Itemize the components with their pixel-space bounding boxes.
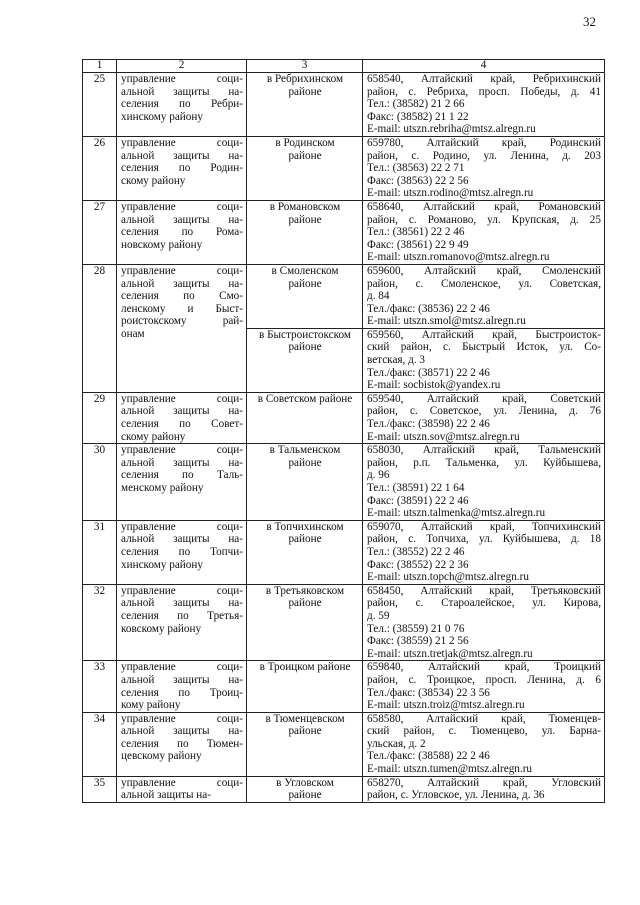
organization-line: селения по Таль- — [121, 469, 243, 482]
district-line: в Романовском — [269, 200, 341, 213]
district-name — [247, 712, 363, 776]
organization-line: селения по Ребри- — [121, 98, 243, 111]
organization-line: ковскому району — [121, 622, 202, 635]
row-number: 29 — [83, 392, 117, 443]
email-line: E-mail: utszn.rebriha@mtsz.alregn.ru — [367, 123, 536, 136]
contact-address — [363, 264, 605, 328]
row-number: 34 — [83, 712, 117, 776]
phone-line: Факс: (38591) 22 2 46 — [367, 494, 469, 507]
address-line: 658450, Алтайский край, Третьяковский — [367, 584, 601, 597]
address-line: 658030, Алтайский край, Тальменский — [367, 444, 601, 457]
address-line: д. 84 — [367, 290, 390, 303]
phone-line: Тел.: (38552) 22 2 46 — [367, 545, 465, 558]
organization-line: альной защиты на- — [121, 533, 243, 546]
table-row — [83, 584, 605, 661]
table-row — [83, 73, 605, 137]
organization-line: управление соци- — [121, 444, 243, 457]
organization-line: селения по Топчи- — [121, 545, 243, 558]
table-row — [83, 444, 605, 521]
address-line: 658580, Алтайский край, Тюменцев- — [367, 712, 601, 725]
district-line: районе — [288, 277, 322, 290]
organization-line: альной защиты на- — [121, 456, 243, 469]
contact-address — [363, 328, 605, 392]
organization-line: альной защиты на- — [121, 789, 211, 802]
organization-line: альной защиты на- — [121, 149, 243, 162]
table-row — [83, 661, 605, 712]
organization-line: управление соци- — [121, 712, 243, 725]
phone-line: Факс: (38559) 21 2 56 — [367, 635, 469, 648]
organization-line: роистокскому рай- — [121, 315, 243, 328]
organization-line: управление соци- — [121, 264, 243, 277]
email-line: E-mail: utszn.tumen@mtsz.alregn.ru — [367, 763, 533, 776]
table-row — [83, 136, 605, 200]
organization-line: альной защиты на- — [121, 277, 243, 290]
contact-address — [363, 136, 605, 200]
organization-name — [117, 712, 247, 776]
organization-line: селения по Третья- — [121, 609, 243, 622]
address-line: ский район, с. Быстрый Исток, ул. Со- — [367, 341, 601, 354]
district-line: районе — [288, 85, 322, 98]
organization-line: новскому району — [121, 238, 203, 251]
table-row — [83, 200, 605, 264]
district-line: в Третьяковском — [265, 584, 345, 597]
table-row — [83, 776, 605, 802]
organization-line: селения по Троиц- — [121, 686, 243, 699]
organization-line: скому району — [121, 430, 186, 443]
organization-line: селения по Родин- — [121, 162, 243, 175]
email-line: E-mail: utszn.tretjak@mtsz.alregn.ru — [367, 647, 533, 660]
district-line: районе — [288, 341, 322, 354]
district-name — [247, 661, 363, 712]
address-line: район, с. Романово, ул. Крупская, д. 25 — [367, 213, 601, 226]
organization-line: управление соци- — [121, 392, 243, 405]
organization-line: альной защиты на- — [121, 673, 243, 686]
address-line: район, с. Троицкое, просп. Ленина, д. 6 — [367, 673, 601, 686]
phone-line: Тел./факс: (38598) 22 2 46 — [367, 418, 490, 431]
organization-line: селения по Тюмен- — [121, 737, 243, 750]
address-line: 659560, Алтайский край, Быстроисток- — [367, 328, 601, 341]
district-line: районе — [288, 533, 322, 546]
district-line: в Смоленском — [271, 264, 339, 277]
address-line: район, с. Смоленское, ул. Советская, — [367, 277, 601, 290]
email-line: E-mail: utszn.rodino@mtsz.alregn.ru — [367, 187, 534, 200]
district-line: районе — [288, 725, 322, 738]
district-line: районе — [288, 456, 322, 469]
organization-name — [117, 264, 247, 392]
email-line: E-mail: utszn.talmenka@mtsz.alregn.ru — [367, 507, 546, 520]
address-line: район, с. Советское, ул. Ленина, д. 76 — [367, 405, 601, 418]
address-line: район, с. Угловское, ул. Ленина, д. 36 — [367, 789, 545, 802]
phone-line: Факс: (38552) 22 2 36 — [367, 558, 469, 571]
email-line: E-mail: utszn.sov@mtsz.alregn.ru — [367, 430, 520, 443]
district-name — [247, 264, 363, 328]
email-line: E-mail: utszn.romanovo@mtsz.alregn.ru — [367, 251, 550, 264]
address-line: 659070, Алтайский край, Топчихинский — [367, 520, 601, 533]
address-line: 659540, Алтайский край, Советский — [367, 392, 601, 405]
district-line: в Советском районе — [257, 392, 353, 405]
row-number: 27 — [83, 200, 117, 264]
phone-line: Факс: (38582) 21 1 22 — [367, 110, 469, 123]
district-name — [247, 392, 363, 443]
district-line: в Троицком районе — [259, 661, 351, 674]
address-line: 658640, Алтайский край, Романовский — [367, 200, 601, 213]
district-line: в Быстроистокском — [259, 328, 351, 341]
organization-name — [117, 136, 247, 200]
organization-line: альной защиты на- — [121, 597, 243, 610]
address-line: 658540, Алтайский край, Ребрихинский — [367, 73, 601, 85]
organization-name — [117, 392, 247, 443]
address-line: 659600, Алтайский край, Смоленский — [367, 264, 601, 277]
organization-line: хинскому району — [121, 558, 203, 571]
organization-name — [117, 520, 247, 584]
organization-line: альной защиты на- — [121, 405, 243, 418]
phone-line: Тел.: (38591) 22 1 64 — [367, 482, 465, 494]
address-line: район, с. Родино, ул. Ленина, д. 203 — [367, 149, 601, 162]
organization-name — [117, 200, 247, 264]
header-cell: 4 — [363, 60, 605, 73]
organization-name — [117, 444, 247, 521]
phone-line: Тел./факс: (38536) 22 2 46 — [367, 302, 490, 315]
organization-line: управление соци- — [121, 661, 243, 674]
organization-line: альной защиты на- — [121, 725, 243, 738]
table-row — [83, 712, 605, 776]
district-line: в Тальменском — [269, 444, 341, 457]
phone-line: Тел.: (38563) 22 2 71 — [367, 162, 465, 175]
organization-line: селения по Смо- — [121, 290, 243, 303]
table-row — [83, 264, 605, 328]
district-line: районе — [288, 149, 322, 162]
contact-address — [363, 584, 605, 661]
table-header-row — [83, 60, 605, 73]
contact-address — [363, 712, 605, 776]
header-cell: 1 — [83, 60, 117, 73]
district-line: районе — [288, 789, 322, 802]
district-name — [247, 584, 363, 661]
table-row — [83, 392, 605, 443]
district-line: районе — [288, 213, 322, 226]
contact-address — [363, 520, 605, 584]
organization-line: селения по Рома- — [121, 226, 243, 239]
organization-line: селения по Совет- — [121, 418, 243, 431]
contact-address — [363, 73, 605, 137]
email-line: E-mail: utszn.topch@mtsz.alregn.ru — [367, 571, 529, 584]
organization-name — [117, 73, 247, 137]
organization-line: управление соци- — [121, 136, 243, 149]
district-name — [247, 776, 363, 802]
district-name — [247, 73, 363, 137]
phone-line: Тел.: (38559) 21 0 76 — [367, 622, 465, 635]
district-line: в Угловском — [276, 776, 334, 789]
row-number: 25 — [83, 73, 117, 137]
organization-name — [117, 776, 247, 802]
page-number: 32 — [583, 14, 596, 29]
organization-line: управление соци- — [121, 776, 243, 789]
organization-line: управление соци- — [121, 200, 243, 213]
email-line: E-mail: utszn.troiz@mtsz.alregn.ru — [367, 699, 525, 712]
row-number: 28 — [83, 264, 117, 392]
organization-line: альной защиты на- — [121, 213, 243, 226]
address-line: район, р.п. Тальменка, ул. Куйбышева, — [367, 456, 601, 469]
district-name — [247, 200, 363, 264]
district-line: в Тюменцевском — [265, 712, 345, 725]
phone-line: Тел./факс: (38588) 22 2 46 — [367, 750, 490, 763]
phone-line: Тел.: (38582) 21 2 66 — [367, 98, 465, 111]
row-number: 26 — [83, 136, 117, 200]
contact-address — [363, 444, 605, 521]
organization-line: онам — [121, 327, 145, 340]
phone-line: Факс: (38563) 22 2 56 — [367, 174, 469, 187]
contact-address — [363, 392, 605, 443]
address-line: д. 96 — [367, 469, 390, 482]
organization-line: скому району — [121, 174, 186, 187]
phone-line: Тел.: (38561) 22 2 46 — [367, 226, 465, 239]
address-line: 659840, Алтайский край, Троицкий — [367, 661, 601, 674]
row-number: 30 — [83, 444, 117, 521]
organization-line: управление соци- — [121, 584, 243, 597]
organization-line: менскому району — [121, 482, 204, 494]
organization-line: кому району — [121, 699, 181, 712]
district-line: в Родинском — [275, 136, 335, 149]
row-number: 31 — [83, 520, 117, 584]
table-row — [83, 520, 605, 584]
address-line: 659780, Алтайский край, Родинский — [367, 136, 601, 149]
row-number: 32 — [83, 584, 117, 661]
organization-line: управление соци- — [121, 520, 243, 533]
district-name — [247, 520, 363, 584]
contact-address — [363, 776, 605, 802]
row-number: 35 — [83, 776, 117, 802]
district-line: в Ребрихинском — [266, 73, 344, 85]
organization-line: управление соци- — [121, 73, 243, 85]
district-name — [247, 136, 363, 200]
organization-name — [117, 661, 247, 712]
row-number: 33 — [83, 661, 117, 712]
phone-line: Факс: (38561) 22 9 49 — [367, 238, 469, 251]
organization-line: ленскому и Быст- — [121, 302, 243, 315]
address-line: ульская, д. 2 — [367, 737, 426, 750]
contact-address — [363, 661, 605, 712]
email-line: E-mail: utszn.smol@mtsz.alregn.ru — [367, 315, 526, 328]
phone-line: Тел./факс: (38534) 22 3 56 — [367, 686, 490, 699]
district-name — [247, 328, 363, 392]
address-line: д. 59 — [367, 609, 390, 622]
phone-line: Тел./факс: (38571) 22 2 46 — [367, 366, 490, 379]
district-line: районе — [288, 597, 322, 610]
organization-line: цевскому району — [121, 750, 202, 763]
organization-line: альной защиты на- — [121, 85, 243, 98]
header-cell: 2 — [117, 60, 247, 73]
address-line: ский район, с. Тюменцево, ул. Барна- — [367, 725, 601, 738]
organization-line: хинскому району — [121, 110, 203, 123]
organization-name — [117, 584, 247, 661]
contact-address — [363, 200, 605, 264]
address-line: ветская, д. 3 — [367, 354, 426, 367]
address-line: 658270, Алтайский край, Угловский — [367, 776, 601, 789]
address-line: район, с. Староалейское, ул. Кирова, — [367, 597, 601, 610]
header-cell: 3 — [247, 60, 363, 73]
social-protection-table — [82, 59, 605, 803]
district-name — [247, 444, 363, 521]
address-line: район, с. Топчиха, ул. Куйбышева, д. 18 — [367, 533, 601, 546]
address-line: район, с. Ребриха, просп. Победы, д. 41 — [367, 85, 601, 98]
email-line: E-mail: socbistok@yandex.ru — [367, 379, 501, 392]
district-line: в Топчихинском — [266, 520, 344, 533]
